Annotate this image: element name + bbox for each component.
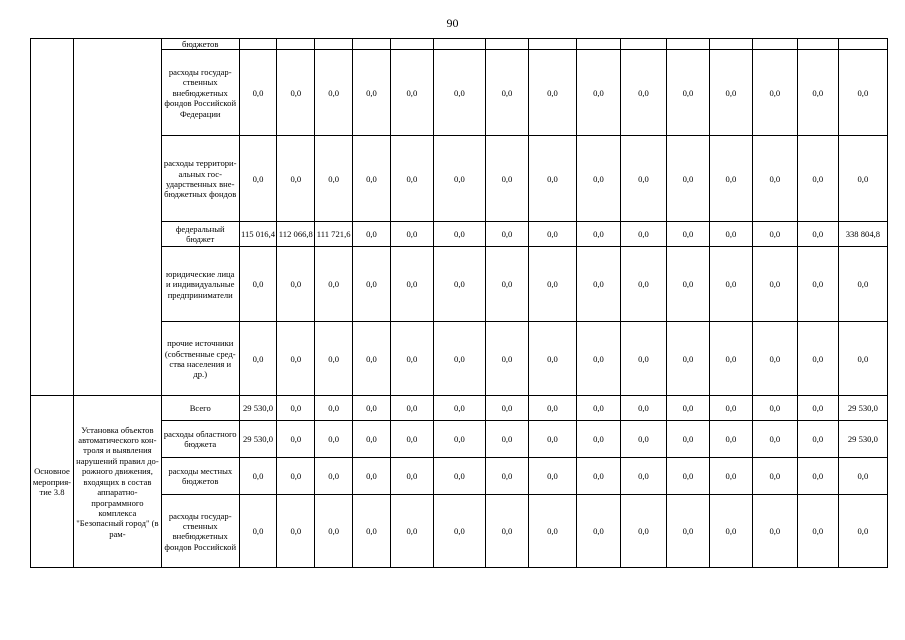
value-cell: 0,0 (353, 247, 391, 322)
value-cell: 0,0 (752, 50, 797, 136)
funding-source-cell: федеральный бюджет (161, 222, 239, 247)
value-cell: 0,0 (666, 396, 709, 421)
value-cell: 0,0 (797, 458, 838, 495)
funding-source-cell: расходы местных бюджетов (161, 458, 239, 495)
value-cell: 0,0 (486, 136, 529, 222)
value-cell: 0,0 (797, 222, 838, 247)
value-cell: 0,0 (315, 322, 353, 396)
value-cell: 0,0 (797, 495, 838, 568)
value-cell: 0,0 (277, 50, 315, 136)
value-cell (528, 39, 576, 50)
value-cell: 0,0 (390, 495, 433, 568)
value-cell: 0,0 (620, 396, 666, 421)
value-cell: 0,0 (709, 136, 752, 222)
value-cell: 0,0 (620, 421, 666, 458)
value-cell: 0,0 (620, 322, 666, 396)
value-cell: 0,0 (752, 222, 797, 247)
value-cell: 0,0 (315, 396, 353, 421)
value-cell: 0,0 (838, 50, 887, 136)
value-cell: 0,0 (620, 458, 666, 495)
value-cell: 0,0 (353, 50, 391, 136)
value-cell: 0,0 (390, 458, 433, 495)
value-cell: 0,0 (709, 421, 752, 458)
value-cell: 0,0 (277, 247, 315, 322)
value-cell: 0,0 (709, 396, 752, 421)
value-cell: 0,0 (752, 136, 797, 222)
value-cell: 0,0 (528, 396, 576, 421)
value-cell: 0,0 (666, 322, 709, 396)
value-cell: 0,0 (486, 50, 529, 136)
value-cell: 0,0 (797, 396, 838, 421)
value-cell: 0,0 (709, 247, 752, 322)
value-cell: 0,0 (353, 458, 391, 495)
funding-source-cell: бюджетов (161, 39, 239, 50)
value-cell: 0,0 (752, 421, 797, 458)
value-cell: 0,0 (666, 136, 709, 222)
value-cell: 0,0 (620, 495, 666, 568)
value-cell: 0,0 (390, 222, 433, 247)
value-cell: 0,0 (239, 322, 277, 396)
value-cell: 0,0 (528, 50, 576, 136)
value-cell: 0,0 (353, 222, 391, 247)
value-cell: 29 530,0 (239, 421, 277, 458)
value-cell: 0,0 (666, 50, 709, 136)
value-cell: 0,0 (577, 136, 621, 222)
value-cell: 0,0 (577, 495, 621, 568)
value-cell: 0,0 (528, 247, 576, 322)
value-cell: 0,0 (666, 247, 709, 322)
table-row (31, 39, 888, 50)
value-cell: 0,0 (353, 322, 391, 396)
value-cell: 0,0 (239, 495, 277, 568)
value-cell: 0,0 (353, 136, 391, 222)
value-cell: 0,0 (239, 50, 277, 136)
value-cell: 0,0 (239, 247, 277, 322)
value-cell: 0,0 (620, 50, 666, 136)
value-cell: 0,0 (315, 458, 353, 495)
value-cell: 0,0 (433, 458, 485, 495)
value-cell: 0,0 (577, 396, 621, 421)
value-cell (838, 39, 887, 50)
value-cell (752, 39, 797, 50)
measure-label-cell (31, 39, 74, 396)
value-cell: 0,0 (277, 458, 315, 495)
value-cell: 0,0 (752, 247, 797, 322)
value-cell: 0,0 (239, 136, 277, 222)
value-cell: 0,0 (752, 396, 797, 421)
value-cell (239, 39, 277, 50)
value-cell: 0,0 (838, 495, 887, 568)
value-cell: 0,0 (797, 247, 838, 322)
value-cell: 0,0 (752, 322, 797, 396)
value-cell: 29 530,0 (838, 396, 887, 421)
value-cell: 0,0 (709, 222, 752, 247)
value-cell: 0,0 (709, 322, 752, 396)
value-cell: 0,0 (315, 50, 353, 136)
value-cell: 0,0 (666, 495, 709, 568)
value-cell: 0,0 (797, 50, 838, 136)
value-cell: 0,0 (239, 458, 277, 495)
value-cell: 0,0 (277, 322, 315, 396)
measure-description-cell: Установка объектов автоматического контроля и выявления нарушений правил дорожного движения, входящих в состав аппаратно-программного комплекса "Безопасный город" (в рам- (73, 396, 161, 568)
value-cell: 0,0 (577, 50, 621, 136)
value-cell: 0,0 (838, 136, 887, 222)
value-cell: 0,0 (709, 50, 752, 136)
value-cell: 0,0 (390, 50, 433, 136)
value-cell: 0,0 (709, 495, 752, 568)
value-cell (315, 39, 353, 50)
value-cell: 0,0 (390, 322, 433, 396)
value-cell (620, 39, 666, 50)
value-cell: 0,0 (315, 421, 353, 458)
value-cell: 0,0 (528, 322, 576, 396)
value-cell: 0,0 (620, 247, 666, 322)
value-cell: 0,0 (620, 136, 666, 222)
value-cell: 0,0 (390, 396, 433, 421)
measure-description-cell (73, 39, 161, 396)
value-cell: 0,0 (528, 136, 576, 222)
value-cell: 0,0 (752, 458, 797, 495)
value-cell (666, 39, 709, 50)
value-cell (797, 39, 838, 50)
funding-source-cell: расходы территориальных государственных внебюджетных фондов (161, 136, 239, 222)
value-cell: 0,0 (577, 322, 621, 396)
value-cell (390, 39, 433, 50)
value-cell (353, 39, 391, 50)
value-cell: 0,0 (577, 222, 621, 247)
value-cell: 0,0 (797, 421, 838, 458)
value-cell: 0,0 (353, 495, 391, 568)
value-cell: 0,0 (486, 322, 529, 396)
value-cell: 0,0 (838, 458, 887, 495)
value-cell: 0,0 (390, 247, 433, 322)
value-cell: 0,0 (277, 396, 315, 421)
value-cell: 115 016,4 (239, 222, 277, 247)
value-cell: 0,0 (577, 458, 621, 495)
value-cell: 0,0 (528, 458, 576, 495)
value-cell: 0,0 (433, 136, 485, 222)
value-cell: 112 066,8 (277, 222, 315, 247)
value-cell (433, 39, 485, 50)
budget-table (30, 38, 888, 568)
value-cell: 0,0 (528, 421, 576, 458)
value-cell: 0,0 (277, 495, 315, 568)
value-cell: 0,0 (390, 421, 433, 458)
value-cell: 0,0 (486, 222, 529, 247)
value-cell: 0,0 (577, 247, 621, 322)
value-cell (486, 39, 529, 50)
value-cell: 0,0 (838, 322, 887, 396)
value-cell: 0,0 (433, 247, 485, 322)
value-cell: 0,0 (486, 495, 529, 568)
value-cell: 29 530,0 (239, 396, 277, 421)
value-cell: 0,0 (528, 495, 576, 568)
value-cell: 0,0 (528, 222, 576, 247)
value-cell (577, 39, 621, 50)
value-cell: 111 721,6 (315, 222, 353, 247)
value-cell: 0,0 (752, 495, 797, 568)
value-cell: 338 804,8 (838, 222, 887, 247)
value-cell: 0,0 (486, 396, 529, 421)
value-cell (277, 39, 315, 50)
value-cell: 0,0 (709, 458, 752, 495)
value-cell: 0,0 (315, 495, 353, 568)
measure-label-cell: Основное мероприятие 3.8 (31, 396, 74, 568)
funding-source-cell: расходы государственных внебюджетных фондов Российской Федерации (161, 50, 239, 136)
value-cell: 0,0 (353, 396, 391, 421)
value-cell: 0,0 (577, 421, 621, 458)
value-cell: 0,0 (486, 421, 529, 458)
value-cell: 0,0 (277, 421, 315, 458)
funding-source-cell: расходы государственных внебюджетных фондов Российской (161, 495, 239, 568)
value-cell: 0,0 (277, 136, 315, 222)
value-cell: 0,0 (620, 222, 666, 247)
value-cell: 0,0 (433, 421, 485, 458)
funding-source-cell: Всего (161, 396, 239, 421)
value-cell: 29 530,0 (838, 421, 887, 458)
value-cell: 0,0 (433, 396, 485, 421)
value-cell: 0,0 (315, 136, 353, 222)
funding-source-cell: прочие источники (собственные средства населения и др.) (161, 322, 239, 396)
value-cell: 0,0 (486, 247, 529, 322)
value-cell: 0,0 (433, 495, 485, 568)
value-cell: 0,0 (666, 222, 709, 247)
value-cell: 0,0 (433, 50, 485, 136)
value-cell: 0,0 (390, 136, 433, 222)
value-cell: 0,0 (486, 458, 529, 495)
value-cell: 0,0 (433, 322, 485, 396)
value-cell: 0,0 (353, 421, 391, 458)
value-cell: 0,0 (433, 222, 485, 247)
value-cell: 0,0 (797, 136, 838, 222)
value-cell: 0,0 (315, 247, 353, 322)
funding-source-cell: расходы областного бюджета (161, 421, 239, 458)
value-cell (709, 39, 752, 50)
value-cell: 0,0 (666, 421, 709, 458)
value-cell: 0,0 (666, 458, 709, 495)
funding-source-cell: юридические лица и индивидуальные предприниматели (161, 247, 239, 322)
page-number: 90 (446, 16, 459, 30)
value-cell: 0,0 (797, 322, 838, 396)
value-cell: 0,0 (838, 247, 887, 322)
table-row (31, 396, 888, 421)
